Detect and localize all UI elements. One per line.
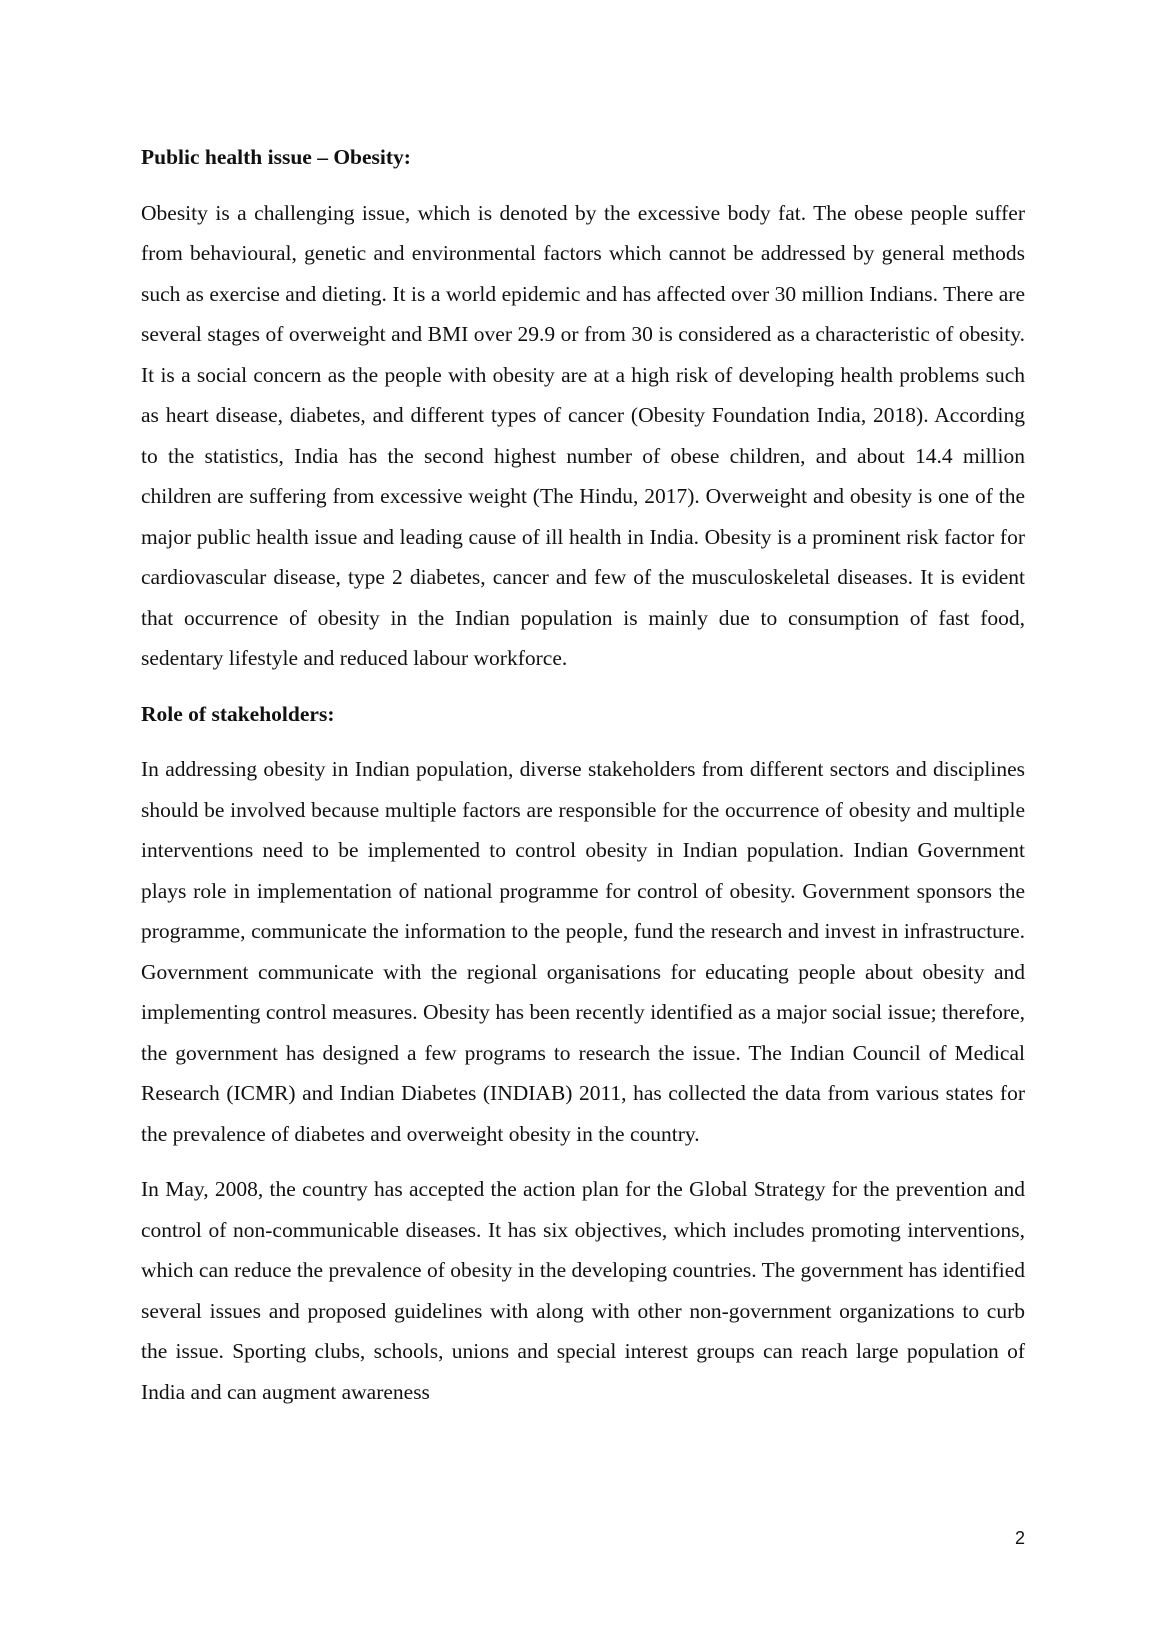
paragraph-stakeholders-2: In May, 2008, the country has accepted the action plan for the Global Strategy for the prevention and control of non-communicable diseases. It has six objectives, which includes promoting interventions, which can reduce the prevalence of obesity in the developing countries. The government has identified several issues and proposed guidelines with along with other non-government organizations to curb the issue. Sporting clubs, schools, unions and special interest groups can reach large population of India and can augment awareness xyxy=(141,1177,1025,1404)
paragraph-obesity: Obesity is a challenging issue, which is denoted by the excessive body fat. The obese people suffer from behavioural, genetic and environmental factors which cannot be addressed by general methods such as exercise and dieting. It is a world epidemic and has affected over 30 million Indians. There are several stages of overweight and BMI over 29.9 or from 30 is considered as a characteristic of obesity. It is a social concern as the people with obesity are at a high risk of developing health problems such as heart disease, diabetes, and different types of cancer (Obesity Foundation India, 2018). According to the statistics, India has the second highest number of obese children, and about 14.4 million children are suffering from excessive weight (The Hindu, 2017). Overweight and obesity is one of the major public health issue and leading cause of ill health in India. Obesity is a prominent risk factor for cardiovascular disease, type 2 diabetes, cancer and few of the musculoskeletal diseases. It is evident that occurrence of obesity in the Indian population is mainly due to consumption of fast food, sedentary lifestyle and reduced labour workforce. xyxy=(141,200,1025,670)
paragraph-stakeholders-1: In addressing obesity in Indian population, diverse stakeholders from different sectors and disciplines should be involved because multiple factors are responsible for the occurrence of obesity and multiple interventions need to be implemented to control obesity in Indian population. Indian Government plays role in implementation of national programme for control of obesity. Government sponsors the programme, communicate the information to the people, fund the research and invest in infrastructure. Government communicate with the regional organisations for educating people about obesity and implementing control measures. Obesity has been recently identified as a major social issue; therefore, the government has designed a few programs to research the issue. The Indian Council of Medical Research (ICMR) and Indian Diabetes (INDIAB) 2011, has collected the data from various states for the prevalence of diabetes and overweight obesity in the country. xyxy=(141,757,1025,1146)
page-number: 2 xyxy=(1014,1528,1025,1548)
section-heading-stakeholders: Role of stakeholders: xyxy=(141,701,335,726)
section-heading-obesity: Public health issue – Obesity: xyxy=(141,145,411,169)
page-content xyxy=(141,137,1025,1427)
